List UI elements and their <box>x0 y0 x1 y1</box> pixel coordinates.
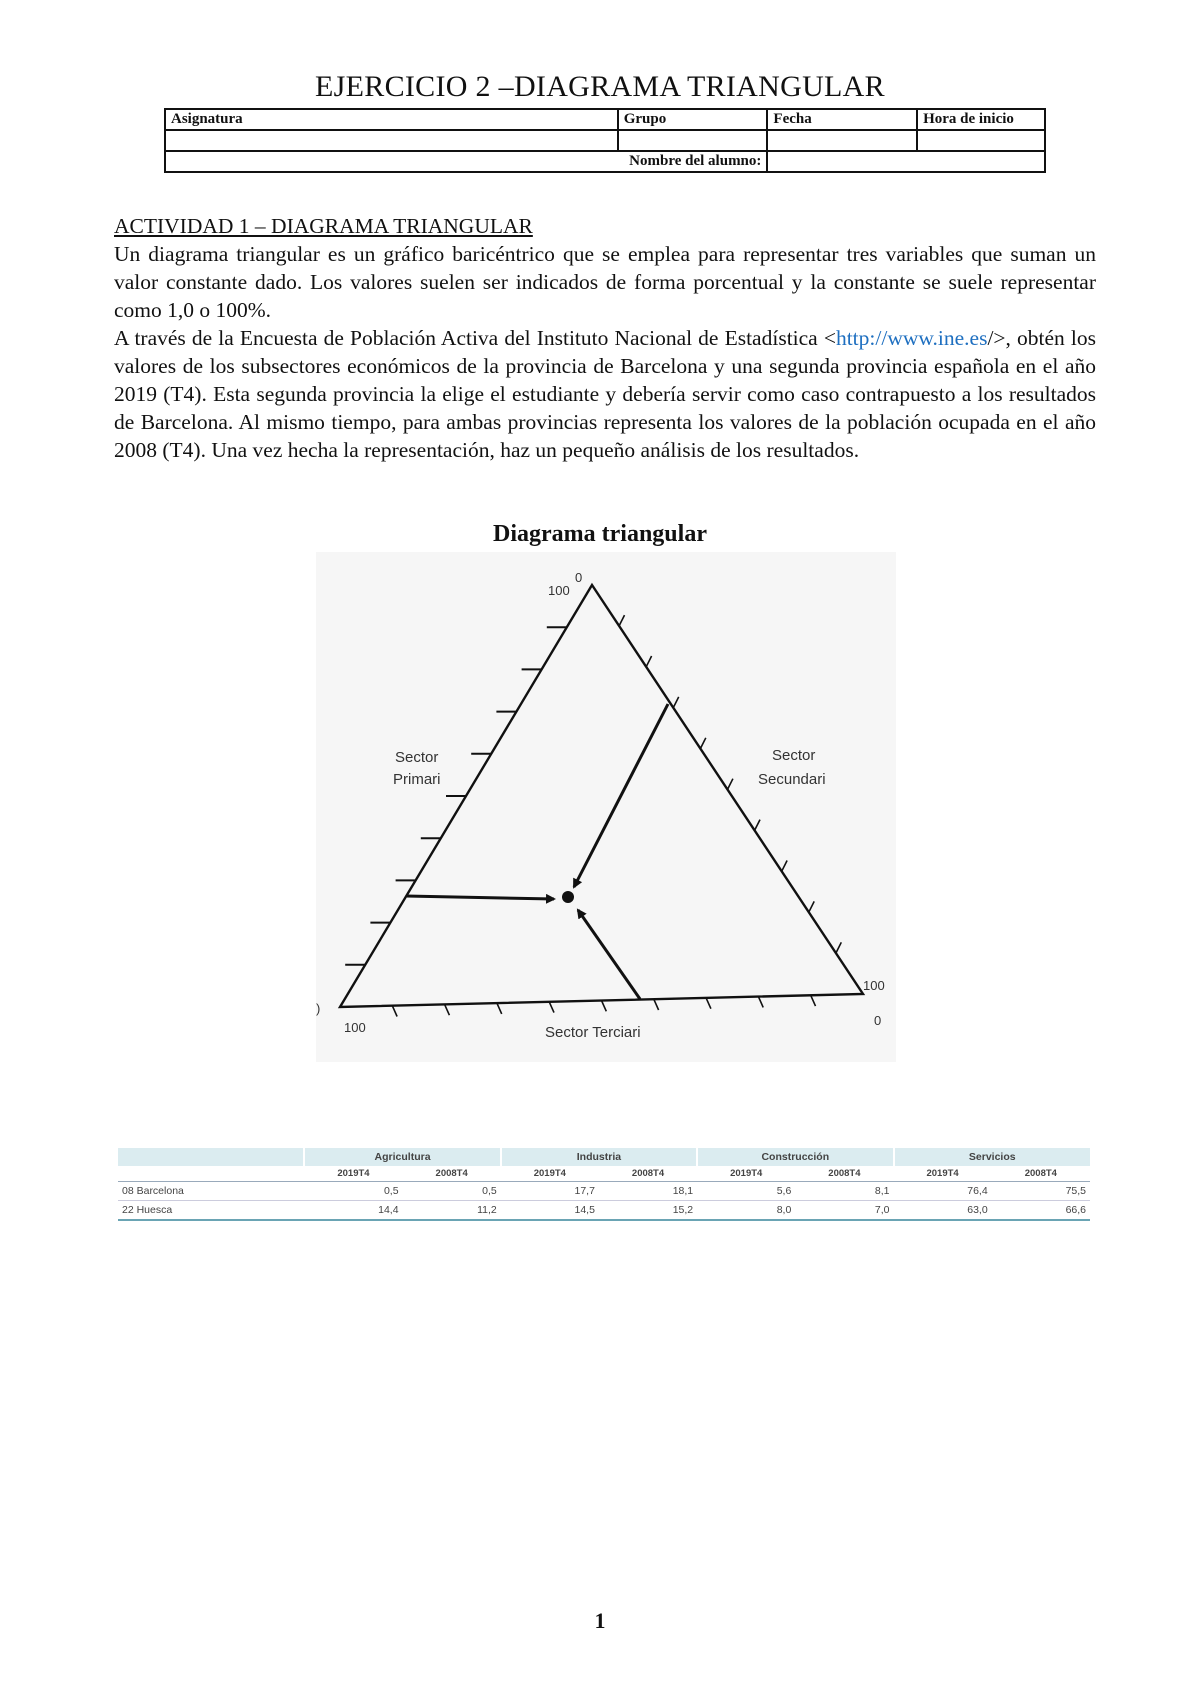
axis-secondary-line-1: Sector <box>772 747 816 764</box>
start-time-field[interactable] <box>917 130 1045 151</box>
label-left-0: ) <box>316 1001 321 1016</box>
label-right-100: 100 <box>863 978 885 993</box>
date-label: Fecha <box>767 109 917 130</box>
label-left-100: 100 <box>344 1020 366 1035</box>
value-cell: 76,4 <box>894 1182 992 1201</box>
period-header: 2019T4 <box>304 1166 402 1182</box>
diagram-title: Diagrama triangular <box>493 521 707 547</box>
value-cell: 5,6 <box>697 1182 795 1201</box>
group-header-construccion: Construcción <box>697 1148 893 1166</box>
axis-tertiary-label: Sector Terciari <box>545 1024 641 1041</box>
document-title: EJERCICIO 2 –DIAGRAMA TRIANGULAR <box>315 70 885 103</box>
group-header-industria: Industria <box>501 1148 697 1166</box>
student-name-field[interactable] <box>767 151 1045 172</box>
value-cell: 63,0 <box>894 1201 992 1221</box>
value-cell: 8,1 <box>795 1182 893 1201</box>
activity-paragraph-2 <box>114 324 1096 464</box>
value-cell: 66,6 <box>992 1201 1090 1221</box>
period-header: 2008T4 <box>599 1166 697 1182</box>
sector-data-table <box>118 1148 1090 1221</box>
student-info-table <box>164 108 1046 173</box>
label-right-0: 0 <box>874 1013 882 1028</box>
value-cell: 14,4 <box>304 1201 402 1221</box>
ine-link[interactable]: http://www.ine.es <box>835 326 988 350</box>
student-name-label: Nombre del alumno: <box>165 151 767 172</box>
start-time-label: Hora de inicio <box>917 109 1045 130</box>
group-label: Grupo <box>618 109 768 130</box>
group-field[interactable] <box>618 130 768 151</box>
page-number: 1 <box>594 1608 606 1633</box>
ternary-diagram <box>310 552 900 1062</box>
value-cell: 11,2 <box>403 1201 501 1221</box>
value-cell: 75,5 <box>992 1182 1090 1201</box>
value-cell: 17,7 <box>501 1182 599 1201</box>
table-corner <box>118 1148 304 1166</box>
province-cell: 08 Barcelona <box>118 1182 304 1201</box>
plotted-point <box>562 891 574 903</box>
value-cell: 18,1 <box>599 1182 697 1201</box>
province-cell: 22 Huesca <box>118 1201 304 1221</box>
period-header: 2019T4 <box>697 1166 795 1182</box>
label-top-0: 0 <box>575 570 583 585</box>
value-cell: 14,5 <box>501 1201 599 1221</box>
date-field[interactable] <box>767 130 917 151</box>
paragraph-2-end: />, obtén los valores de los subsectores económicos de la provincia de Barcelona y una segunda provincia española en el año 2019 (T4). Esta segunda provincia la elige el estudiante y debería servir como caso contrapuesto a los resultados de Barcelona. Al mismo tiempo, para ambas provincias representa los valores de la población ocupada en el año 2008 (T4). Una vez hecha la representación, haz un pequeño análisis de los resultados. <box>114 326 1096 462</box>
activity-paragraph-1: Un diagrama triangular es un gráfico baricéntrico que se emplea para representar tres variables que suman un valor constante dado. Los valores suelen ser indicados de forma porcentual y la constante se suele representar como 1,0 o 100%. <box>114 242 1096 322</box>
label-top-100: 100 <box>548 583 570 598</box>
value-cell: 0,5 <box>403 1182 501 1201</box>
ternary-diagram-figure <box>310 552 900 1062</box>
period-corner <box>118 1166 304 1182</box>
period-header: 2008T4 <box>992 1166 1090 1182</box>
value-cell: 15,2 <box>599 1201 697 1221</box>
period-header: 2019T4 <box>501 1166 599 1182</box>
axis-primary-line-1: Sector <box>395 749 439 766</box>
period-header: 2019T4 <box>894 1166 992 1182</box>
subject-field[interactable] <box>165 130 618 151</box>
group-header-servicios: Servicios <box>894 1148 1091 1166</box>
period-header: 2008T4 <box>403 1166 501 1182</box>
value-cell: 8,0 <box>697 1201 795 1221</box>
value-cell: 7,0 <box>795 1201 893 1221</box>
axis-secondary-line-2: Secundari <box>758 771 826 788</box>
subject-label: Asignatura <box>165 109 618 130</box>
value-cell: 0,5 <box>304 1182 402 1201</box>
table-row <box>118 1182 1090 1201</box>
activity-heading: ACTIVIDAD 1 – DIAGRAMA TRIANGULAR <box>114 214 533 238</box>
table-row <box>118 1201 1090 1221</box>
figure-background <box>316 552 896 1062</box>
period-header: 2008T4 <box>795 1166 893 1182</box>
paragraph-2-start: A través de la Encuesta de Población Activa del Instituto Nacional de Estadística < <box>114 326 836 350</box>
axis-primary-line-2: Primari <box>393 771 441 788</box>
group-header-agricultura: Agricultura <box>304 1148 500 1166</box>
